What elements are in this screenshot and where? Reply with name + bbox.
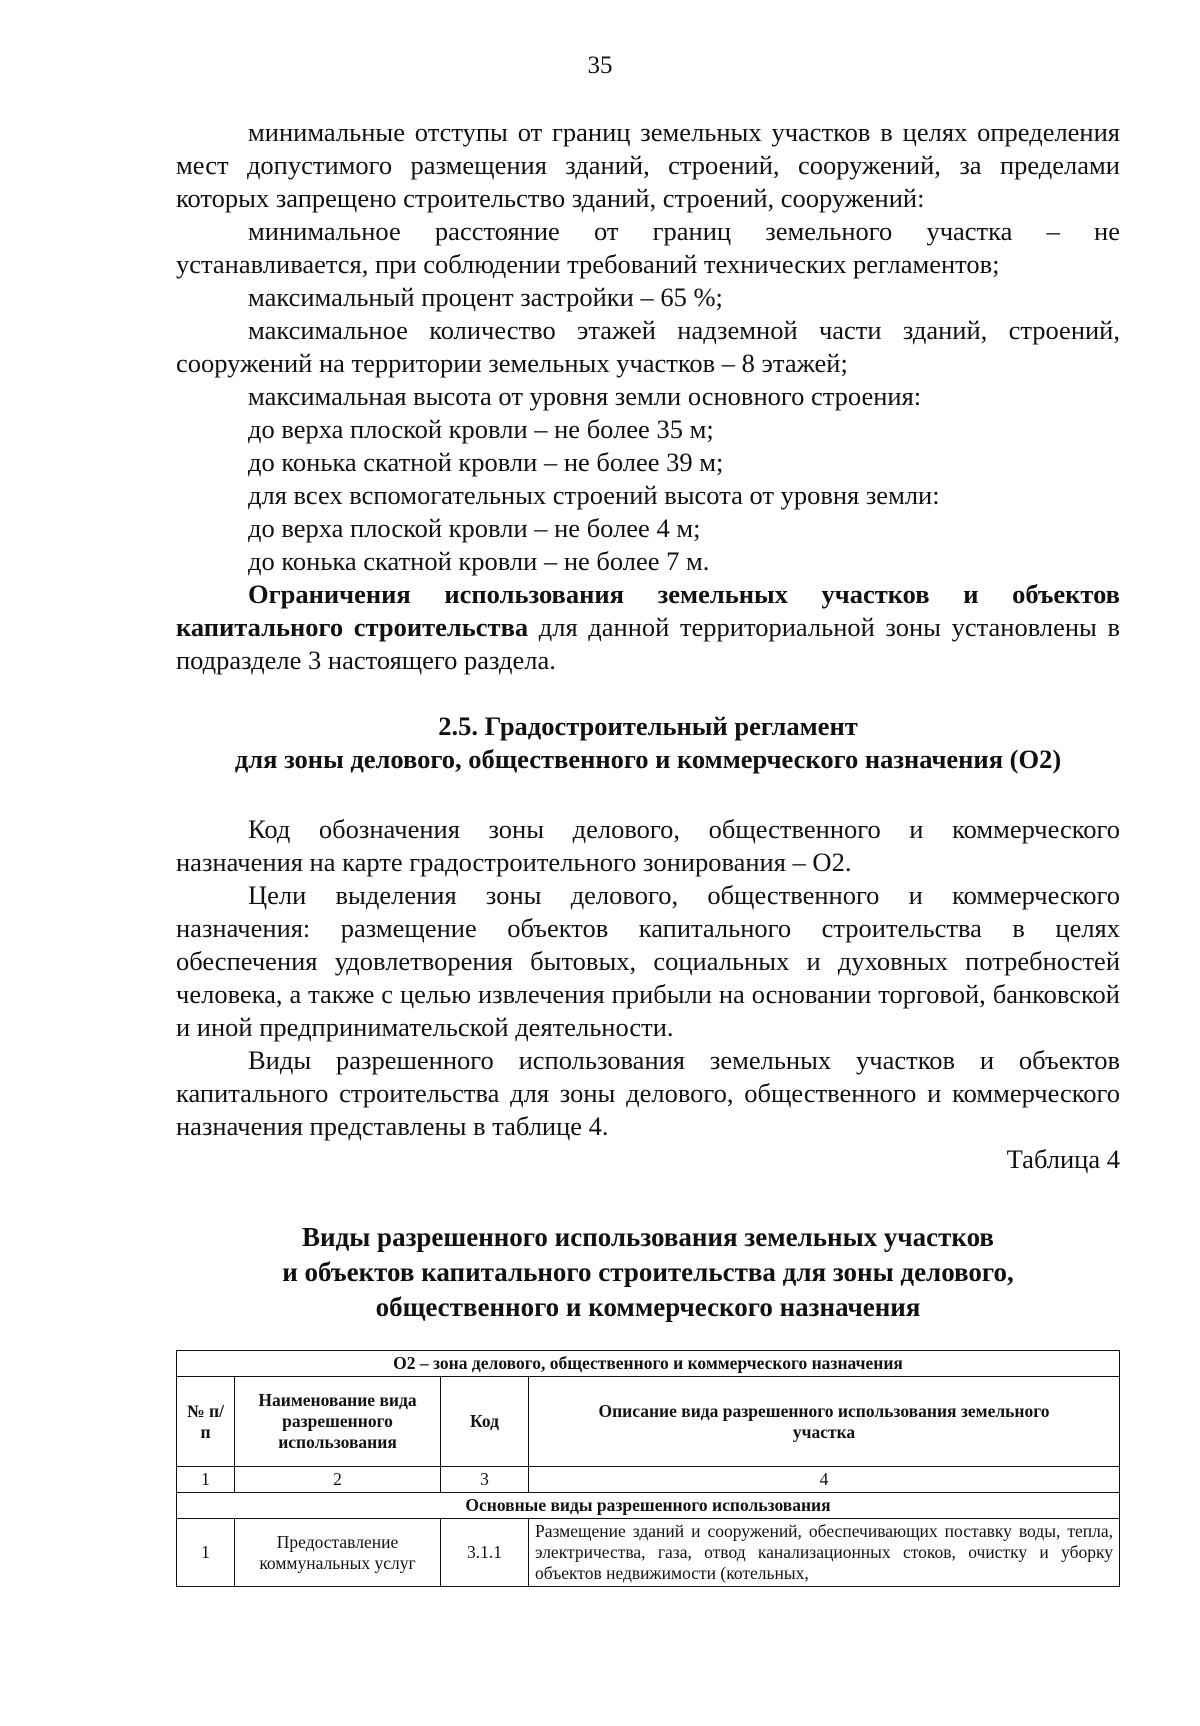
- table-title-line: Виды разрешенного использования земельных участков: [302, 1222, 994, 1252]
- document-body: [176, 116, 1120, 1587]
- paragraph: Цели выделения зоны делового, общественного и коммерческого назначения: размещение объектов капитального строительства в целях обеспечения удовлетворения бытовых, социальных и духовных потребностей человека, а также с целью извлечения прибыли на основании торговой, банковской и иной предпринимательской деятельности.: [176, 880, 1120, 1042]
- paragraph: максимальное количество этажей надземной части зданий, строений, сооружений на территории земельных участков – 8 этажей;: [176, 315, 1120, 378]
- paragraph: до верха плоской кровли – не более 4 м;: [248, 513, 701, 543]
- paragraph: до верха плоской кровли – не более 35 м;: [248, 414, 714, 444]
- section-title: [176, 710, 1120, 776]
- table-label: Таблица 4: [1006, 1144, 1120, 1174]
- column-number: 2: [235, 1467, 441, 1493]
- paragraph: до конька скатной кровли – не более 7 м.: [248, 546, 710, 576]
- column-number: 4: [529, 1467, 1120, 1493]
- paragraph: Виды разрешенного использования земельных участков и объектов капитального строительства для зоны делового, общественного и коммерческого назначения представлены в таблице 4.: [176, 1045, 1120, 1141]
- restrictions-paragraph: [176, 578, 1120, 677]
- table-title-line: общественного и коммерческого назначения: [375, 1292, 921, 1322]
- row-code: 3.1.1: [441, 1519, 529, 1587]
- column-number: 1: [177, 1467, 235, 1493]
- table-zone-header: О2 – зона делового, общественного и коммерческого назначения: [177, 1351, 1120, 1377]
- paragraph: до конька скатной кровли – не более 39 м;: [248, 447, 724, 477]
- restrictions-text: для данной территориальной зоны установлены в подразделе 3 настоящего раздела.: [176, 612, 1120, 675]
- table-zone-header-row: [177, 1351, 1120, 1377]
- column-header-description: Описание вида разрешенного использования земельного участка: [529, 1377, 1120, 1467]
- table-title-line: и объектов капитального строительства для зоны делового,: [282, 1257, 1014, 1287]
- permitted-use-table: [176, 1350, 1120, 1587]
- table-title: [176, 1220, 1120, 1325]
- page-number: 35: [587, 52, 613, 79]
- restrictions-bold-text: Ограничения использования земельных участков и объектов капитального строительства: [176, 579, 1120, 642]
- paragraph: максимальный процент застройки – 65 %;: [248, 282, 723, 312]
- table-group-header-row: [177, 1493, 1120, 1519]
- section-title-line: для зоны делового, общественного и коммерческого назначения (О2): [234, 744, 1062, 774]
- table-row: [177, 1519, 1120, 1587]
- table-header-row: [177, 1377, 1120, 1467]
- row-num: 1: [177, 1519, 235, 1587]
- column-number: 3: [441, 1467, 529, 1493]
- row-description: Размещение зданий и сооружений, обеспечивающих поставку воды, тепла, электричества, газа, отвод канализационных стоков, очистку и уборку объектов недвижимости (котельных,: [529, 1519, 1120, 1587]
- column-header-name: Наименование вида разрешенного использования: [235, 1377, 441, 1467]
- paragraph: минимальные отступы от границ земельных участков в целях определения мест допустимого размещения зданий, строений, сооружений, за пределами которых запрещено строительство зданий, строений, сооружений:: [176, 117, 1120, 213]
- row-name: Предоставление коммунальных услуг: [235, 1519, 441, 1587]
- paragraph: Код обозначения зоны делового, общественного и коммерческого назначения на карте градостроительного зонирования – О2.: [176, 814, 1120, 877]
- column-header-num: № п/п: [177, 1377, 235, 1467]
- column-header-code: Код: [441, 1377, 529, 1467]
- paragraph: максимальная высота от уровня земли основного строения:: [248, 381, 922, 411]
- table-column-numbers-row: [177, 1467, 1120, 1493]
- section-title-line: 2.5. Градостроительный регламент: [438, 711, 858, 741]
- table-group-header: Основные виды разрешенного использования: [177, 1493, 1120, 1519]
- paragraph: для всех вспомогательных строений высота от уровня земли:: [248, 480, 940, 510]
- paragraph: минимальное расстояние от границ земельного участка – не устанавливается, при соблюдении требований технических регламентов;: [176, 216, 1120, 279]
